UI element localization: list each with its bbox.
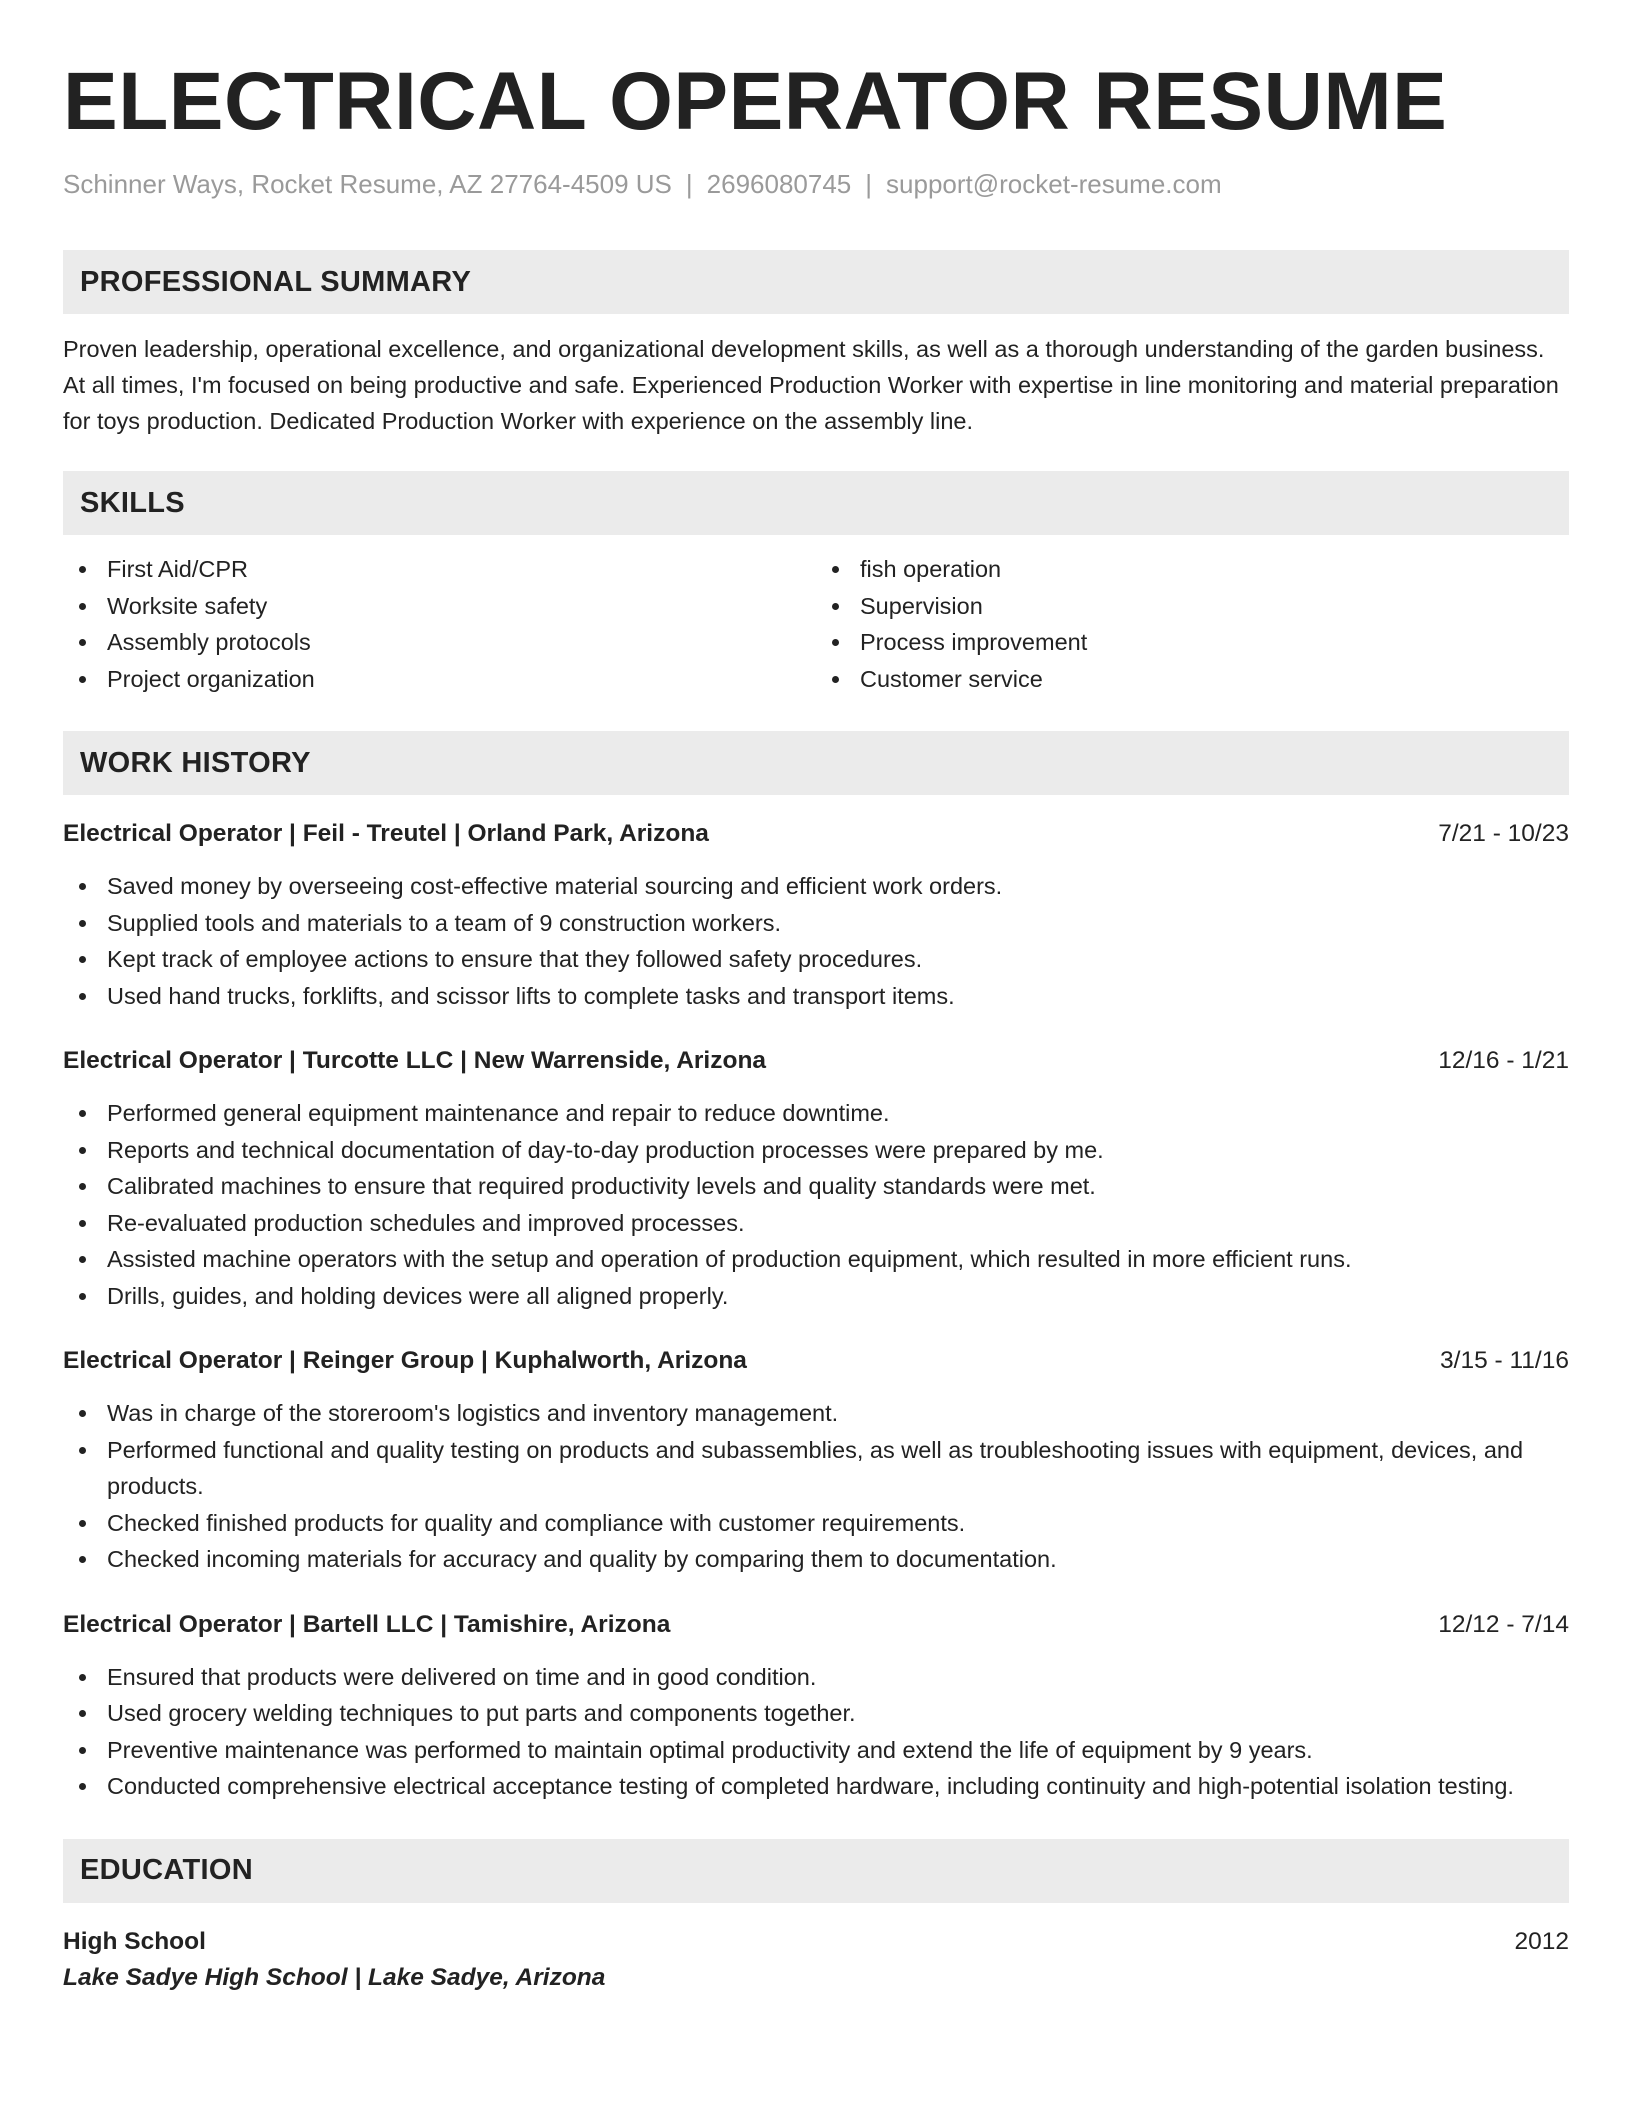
education-degree: High School <box>63 1927 206 1955</box>
contact-separator: | <box>685 169 693 199</box>
contact-separator: | <box>865 169 873 199</box>
job-bullet: Saved money by overseeing cost-effective material sourcing and efficient work orders. <box>63 868 1569 905</box>
skill-item: Project organization <box>63 661 816 698</box>
job-header <box>63 1344 1569 1378</box>
job-header <box>63 1608 1569 1642</box>
section-heading-education: EDUCATION <box>63 1839 1569 1903</box>
job-entry <box>63 1044 1569 1314</box>
skill-item: Assembly protocols <box>63 624 816 661</box>
job-header <box>63 817 1569 851</box>
contact-address: Schinner Ways, Rocket Resume, AZ 27764-4509 US <box>63 169 672 199</box>
job-bullet: Re-evaluated production schedules and improved processes. <box>63 1205 1569 1242</box>
skills-list <box>63 551 1569 697</box>
education-header <box>63 1925 1569 1959</box>
skill-item: First Aid/CPR <box>63 551 816 588</box>
education-year: 2012 <box>1514 1927 1569 1955</box>
job-title: Electrical Operator | Turcotte LLC | New Warrenside, Arizona <box>63 1047 767 1074</box>
job-bullet: Kept track of employee actions to ensure that they followed safety procedures. <box>63 941 1569 978</box>
skill-item: Process improvement <box>816 624 1569 661</box>
skills-column-left <box>63 551 816 697</box>
job-dates: 12/16 - 1/21 <box>1438 1047 1569 1074</box>
contact-line <box>63 168 1569 200</box>
job-entry <box>63 1608 1569 1805</box>
job-bullet: Drills, guides, and holding devices were all aligned properly. <box>63 1278 1569 1315</box>
job-dates: 12/12 - 7/14 <box>1438 1610 1569 1638</box>
education-entry <box>63 1925 1569 1997</box>
job-bullet: Performed general equipment maintenance and repair to reduce downtime. <box>63 1095 1569 1132</box>
skill-item: Supervision <box>816 588 1569 625</box>
job-bullet: Used hand trucks, forklifts, and scissor lifts to complete tasks and transport items. <box>63 978 1569 1015</box>
section-heading-summary: PROFESSIONAL SUMMARY <box>63 250 1569 314</box>
job-header <box>63 1044 1569 1078</box>
job-title: Electrical Operator | Reinger Group | Kuphalworth, Arizona <box>63 1347 747 1374</box>
job-bullet: Was in charge of the storeroom's logistics and inventory management. <box>63 1395 1569 1432</box>
education-school: Lake Sadye High School | Lake Sadye, Arizona <box>63 1963 606 1991</box>
job-entry <box>63 817 1569 1014</box>
summary-text: Proven leadership, operational excellence, and organizational development skills, as well as a thorough understanding of the garden business. At all times, I'm focused on being productive and safe. Experienced Production Worker with expertise in line monitoring and material preparation for toys production. Dedicated Production Worker with experience on the assembly line. <box>63 336 1559 434</box>
job-bullets <box>63 1395 1569 1578</box>
job-entry <box>63 1344 1569 1578</box>
job-bullets <box>63 868 1569 1014</box>
job-bullet: Reports and technical documentation of day-to-day production processes were prepared by me. <box>63 1132 1569 1169</box>
job-bullet: Ensured that products were delivered on time and in good condition. <box>63 1659 1569 1696</box>
job-bullets <box>63 1095 1569 1314</box>
job-bullet: Conducted comprehensive electrical acceptance testing of completed hardware, including continuity and high-potential isolation testing. <box>63 1768 1569 1805</box>
job-dates: 3/15 - 11/16 <box>1440 1347 1569 1374</box>
skills-column-right <box>816 551 1569 697</box>
job-title: Electrical Operator | Feil - Treutel | Orland Park, Arizona <box>63 820 709 847</box>
job-dates: 7/21 - 10/23 <box>1438 820 1569 847</box>
job-bullet: Used grocery welding techniques to put parts and components together. <box>63 1695 1569 1732</box>
section-heading-skills: SKILLS <box>63 471 1569 535</box>
job-title: Electrical Operator | Bartell LLC | Tamishire, Arizona <box>63 1610 671 1638</box>
job-bullet: Checked incoming materials for accuracy and quality by comparing them to documentation. <box>63 1541 1569 1578</box>
job-bullet: Supplied tools and materials to a team of 9 construction workers. <box>63 905 1569 942</box>
contact-phone: 2696080745 <box>706 169 852 199</box>
job-bullet: Checked finished products for quality and compliance with customer requirements. <box>63 1505 1569 1542</box>
section-heading-work-history: WORK HISTORY <box>63 731 1569 795</box>
skill-item: Customer service <box>816 661 1569 698</box>
job-bullet: Performed functional and quality testing on products and subassemblies, as well as troubleshooting issues with equipment, devices, and products. <box>63 1432 1569 1505</box>
job-bullets <box>63 1659 1569 1805</box>
job-bullet: Assisted machine operators with the setup and operation of production equipment, which resulted in more efficient runs. <box>63 1241 1569 1278</box>
skill-item: fish operation <box>816 551 1569 588</box>
skill-item: Worksite safety <box>63 588 816 625</box>
job-bullet: Calibrated machines to ensure that required productivity levels and quality standards were met. <box>63 1168 1569 1205</box>
job-bullet: Preventive maintenance was performed to maintain optimal productivity and extend the life of equipment by 9 years. <box>63 1732 1569 1769</box>
resume-title: ELECTRICAL OPERATOR RESUME <box>63 56 1448 147</box>
contact-email: support@rocket-resume.com <box>886 169 1222 199</box>
